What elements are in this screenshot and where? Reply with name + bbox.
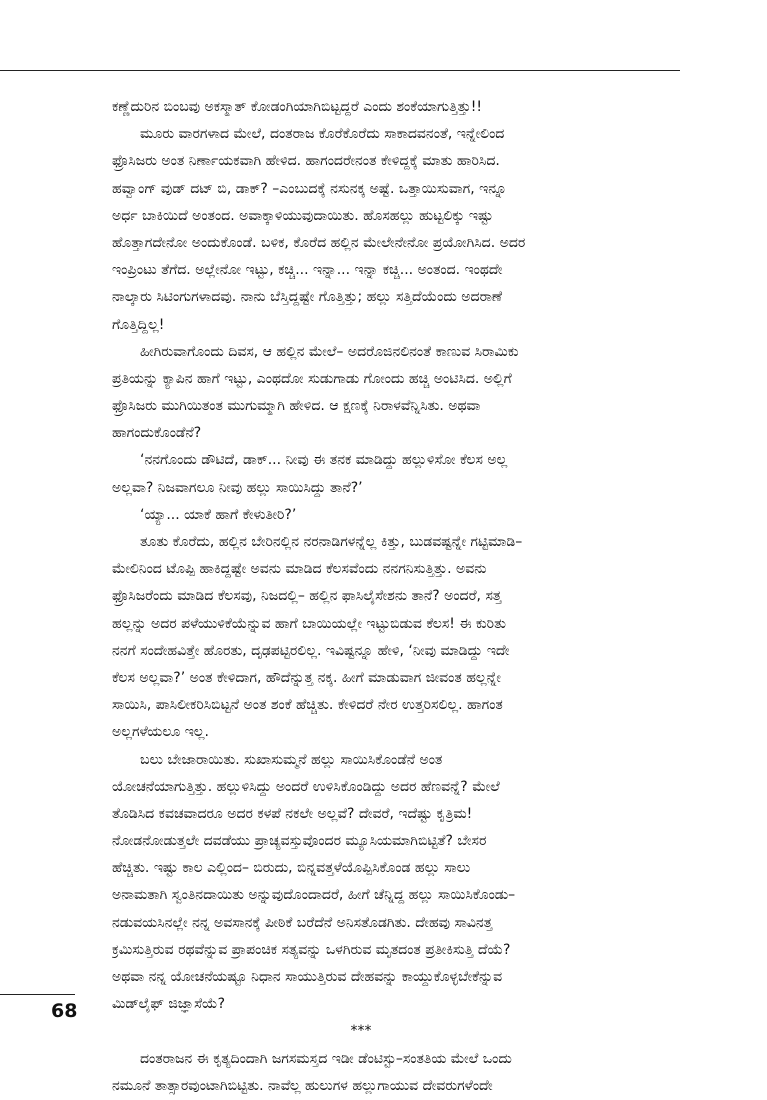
text-line: ಪ್ರತಿಯನ್ನು ಕ್ಯಾಪಿನ ಹಾಗೆ ಇಟ್ಟು, ಎಂಥದೋ ಸುಡುಗಾಡು ಗೋಂದು ಹಚ್ಚಿ ಅಂಟಿಸಿದ. ಅಲ್ಲಿಗೆ — [112, 370, 512, 387]
text-line: ಮೇಲಿನಿಂದ ಟೊಪ್ಪಿ ಹಾಕಿದ್ದಷ್ಟೇ ಅವನು ಮಾಡಿದ ಕೆಲಸವೆಂದು ನನಗನಿಸುತ್ತಿತ್ತು. ಅವನು — [112, 561, 487, 578]
text-line: ಅಥವಾ ನನ್ನ ಯೋಚನೆಯಷ್ಟೂ ನಿಧಾನ ಸಾಯುತ್ತಿರುವ ದೇಹವನ್ನು ಕಾಯ್ದುಕೊಳ್ಳಬೇಕೆನ್ನುವ — [112, 969, 503, 985]
text-line: ‘ಯ್ಯಾ... ಯಾಕೆ ಹಾಗೆ ಕೇಳುತೀರಿ?’ — [140, 506, 297, 523]
text-line: ನೋಡನೋಡುತ್ತಲೇ ದವಡೆಯು ಪ್ರಾಚ್ಯವಸ್ತುವೊಂದರ ಮ್ಯೂಸಿಯಮಾಗಿಬಿಟ್ಟಿತೆ? ಬೇಸರ — [112, 833, 487, 850]
text-line: ಬಲು ಬೇಜಾರಾಯಿತು. ಸುಖಾಸುಮ್ಮನೆ ಹಲ್ಲು ಸಾಯಿಸಿಕೊಂಡೆನೆ ಅಂತ — [140, 751, 443, 768]
section-separator: *** — [350, 1023, 372, 1040]
text-line: ಹೆಚ್ಚಿತು. ಇಷ್ಟು ಕಾಲ ಎಲ್ಲಿಂದ– ಬಿರುದು, ಬಿನ್ನವತ್ತಳೆಯೊಪ್ಪಿಸಿಕೊಂಡ ಹಲ್ಲು ಸಾಲು — [112, 860, 471, 877]
text-line: ಸಾಯಿಸಿ, ಪಾಸಿಲೀಕರಿಸಿಬಿಟ್ಟನೆ ಅಂತ ಶಂಕೆ ಹೆಚ್ಚಿತು. ಕೇಳಿದರೆ ನೇರ ಉತ್ತರಿಸಲಿಲ್ಲ. ಹಾಗಂತ — [112, 697, 503, 714]
text-line: ನಾಲ್ಕಾರು ಸಿಟಿಂಗುಗಳಾದವು. ನಾನು ಬೆಸ್ತಿದ್ದಷ್ಟೇ ಗೊತ್ತಿತ್ತು; ಹಲ್ಲು ಸತ್ತಿದೆಯೆಂದು ಅದರಾಣೆ — [112, 289, 503, 306]
text-line: ಅಲ್ಲವಾ? ನಿಜವಾಗಲೂ ನೀವು ಹಲ್ಲು ಸಾಯಿಸಿದ್ದು ತಾನೆ?’ — [112, 479, 363, 496]
text-line: ಮಿಡ್‍ಲೈಫ್ ಜಿಜ್ಞಾಸೆಯೆ? — [112, 996, 226, 1013]
text-line: ಗೊತ್ತಿದ್ದಿಲ್ಲ! — [112, 316, 165, 333]
text-line: ನಮೂನೆ ತಾತ್ಸಾರವುಂಟಾಗಿಬಿಟ್ಟಿತು. ನಾವೆಲ್ಲ ಹುಲುಗಳ ಹಲ್ಲುಗಾಯುವ ದೇವರುಗಳೆಂದೇ — [112, 1077, 493, 1094]
text-line: ತೂತು ಕೊರೆದು, ಹಲ್ಲಿನ ಬೇರಿನಲ್ಲಿನ ನರನಾಡಿಗಳನ್ನೆಲ್ಲ ಕಿತ್ತು, ಬುಡವಷ್ಟನ್ನೇ ಗಟ್ಟಿಮಾಡಿ– — [140, 534, 523, 550]
footer-rule — [0, 994, 75, 995]
text-line: ಯೋಚನೆಯಾಗುತ್ತಿತ್ತು. ಹಲ್ಲುಳಿಸಿದ್ದು ಅಂದರೆ ಉಳಿಸಿಕೊಂಡಿದ್ದು ಅದರ ಹೆಣವನ್ನೆ? ಮೇಲೆ — [112, 778, 500, 795]
body-text — [112, 94, 660, 1100]
text-line: ಹಲ್ಲನ್ನು ಅದರ ಪಳೆಯುಳಿಕೆಯೆನ್ನುವ ಹಾಗೆ ಬಾಯಿಯಲ್ಲೇ ಇಟ್ಟುಬಿಡುವ ಕೆಲಸ! ಈ ಕುರಿತು — [112, 615, 506, 632]
text-line: ನಡುವಯಸಿನಲ್ಲೇ ನನ್ನ ಅವಸಾನಕ್ಕೆ ಪೀಠಿಕೆ ಬರೆದೆನೆ ಅನಿಸತೊಡಗಿತು. ದೇಹವು ಸಾವಿನತ್ತ — [112, 914, 493, 931]
text-line: ಅರ್ಧ ಬಾಕಿಯಿದೆ ಅಂತಂದ. ಅವಾಕ್ಕಾಳಿಯುವುದಾಯಿತು. ಹೊಸಹಲ್ಲು ಹುಟ್ಟಲಿಕ್ಕು ಇಷ್ಟು — [112, 207, 493, 224]
text-line: ಅನಾಮತಾಗಿ ಸ್ವಂತಿನದಾಯಿತು ಅನ್ನುವುದೊಂದಾದರೆ, ಹೀಗೆ ಚೆನ್ನಿದ್ದ ಹಲ್ಲು ಸಾಯಿಸಿಕೊಂಡು– — [112, 887, 516, 904]
text-line: ಕೆಲಸ ಅಲ್ಲವಾ?’ ಅಂತ ಕೇಳಿದಾಗ, ಹೌದೆನ್ನುತ್ತ ನಕ್ಕ. ಹೀಗೆ ಮಾಡುವಾಗ ಜೀವಂತ ಹಲ್ಲನ್ನೇ — [112, 669, 501, 686]
text-line: ದಂತರಾಜನ ಈ ಕೃತ್ಯದಿಂದಾಗಿ ಜಗಸಮಸ್ತದ ಇಡೀ ಡೆಂಟಿಸ್ಟು–ಸಂತತಿಯ ಮೇಲೆ ಒಂದು — [140, 1050, 512, 1067]
text-line: ಫ್ರೊಸಿಜರು ಮುಗಿಯಿತಂತ ಮುಗುಮ್ಮಾಗಿ ಹೇಳಿದ. ಆ ಕ್ಷಣಕ್ಕೆ ನಿರಾಳವೆನ್ನಿಸಿತು. ಅಥವಾ — [112, 398, 481, 415]
text-line: ಫ್ರೊಸಿಜರೆಂದು ಮಾಡಿದ ಕೆಲಸವು, ನಿಜದಲ್ಲಿ– ಹಲ್ಲಿನ ಫಾಸಿಲೈಸೇಶನು ತಾನೆ? ಅಂದರೆ, ಸತ್ತ — [112, 588, 502, 605]
text-line: ‘ನನಗೊಂದು ಡೌಟಿದೆ, ಡಾಕ್... ನೀವು ಈ ತನಕ ಮಾಡಿದ್ದು ಹಲ್ಲುಳಿಸೋ ಕೆಲಸ ಅಲ್ಲ — [140, 452, 508, 469]
text-line: ಮೂರು ವಾರಗಳಾದ ಮೇಲೆ, ದಂತರಾಜ ಕೊರೆಕೊರೆದು ಸಾಕಾದವನಂತೆ, ಇನ್ನೇಲಿಂದ — [140, 126, 505, 143]
text-line: ಕಣ್ಣೆದುರಿನ ಬಿಂಬವು ಅಕಸ್ಮಾತ್ ಕೋಡಂಗಿಯಾಗಿಬಿಟ್ಟದ್ದರೆ ಎಂದು ಶಂಕೆಯಾಗುತ್ತಿತ್ತು!! — [112, 99, 482, 115]
text-line: ಅಲ್ಲಗಳೆಯಲೂ ಇಲ್ಲ. — [112, 724, 209, 741]
text-line: ಫ್ರೊಸಿಜರು ಅಂತ ನಿರ್ಣಾಯಕವಾಗಿ ಹೇಳಿದ. ಹಾಗಂದರೇನಂತ ಕೇಳಿದ್ದಕ್ಕೆ ಮಾತು ಹಾರಿಸಿದ. — [112, 153, 500, 170]
text-line: ತೊಡಿಸಿದ ಕವಚವಾದರೂ ಅದರ ಕಳಪೆ ನಕಲೇ ಅಲ್ಲವೆ? ದೇವರೆ, ಇದೆಷ್ಟು ಕೃತ್ರಿಮ! — [112, 805, 473, 822]
text-line: ಕ್ರಮಿಸುತ್ತಿರುವ ರಥವೆನ್ನುವ ಪ್ರಾಪಂಚಿಕ ಸತ್ಯವನ್ನು ಒಳಗಿರುವ ಮೃತದಂತ ಪ್ರತೀಕಿಸುತ್ತಿ ದೆಯೆ? — [112, 941, 511, 958]
header-rule — [0, 70, 680, 71]
text-line: ಹೊತ್ತಾಗದೇನೋ ಅಂದುಕೊಂಡೆ. ಬಳಿಕ, ಕೊರೆದ ಹಲ್ಲಿನ ಮೇಲೇನೇನೋ ಪ್ರಯೋಗಿಸಿದ. ಅದರ — [112, 234, 526, 251]
text-line: ಹವ್ವಾಂಗ್ ವುಡ್ ದಟ್ ಬಿ, ಡಾಕ್? –ಎಂಬುದಕ್ಕೆ ನಸುನಕ್ಕ ಅಷ್ಟೆ. ಒತ್ತಾಯಿಸುವಾಗ, ಇನ್ನೂ — [112, 180, 507, 197]
text-line: ಹೀಗಿರುವಾಗೊಂದು ದಿವಸ, ಆ ಹಲ್ಲಿನ ಮೇಲೆ– ಅದರೊಜಿನಲಿನಂತೆ ಕಾಣುವ ಸಿರಾಮಿಕು — [140, 343, 519, 360]
text-line: ಇಂಪ್ರಿಂಟು ತೆಗೆದ. ಅಲ್ಲೇನೋ ಇಟ್ಟು, ಕಚ್ಚಿ... ಇನ್ನಾ... ಇನ್ನಾ ಕಚ್ಚಿ... ಅಂತಂದ. ಇಂಥದೇ — [112, 262, 503, 279]
page-number: 68 — [51, 1000, 78, 1022]
text-line: ಹಾಗಂದುಕೊಂಡೆನೆ? — [112, 425, 202, 442]
text-line: ನನಗೆ ಸಂದೇಹವಿತ್ತೇ ಹೊರತು, ದೃಢಪಟ್ಟಿರಲಿಲ್ಲ. ಇವಿಷ್ಟನ್ನೂ ಹೇಳಿ, ‘ನೀವು ಮಾಡಿದ್ದು ಇದೇ — [112, 642, 510, 659]
